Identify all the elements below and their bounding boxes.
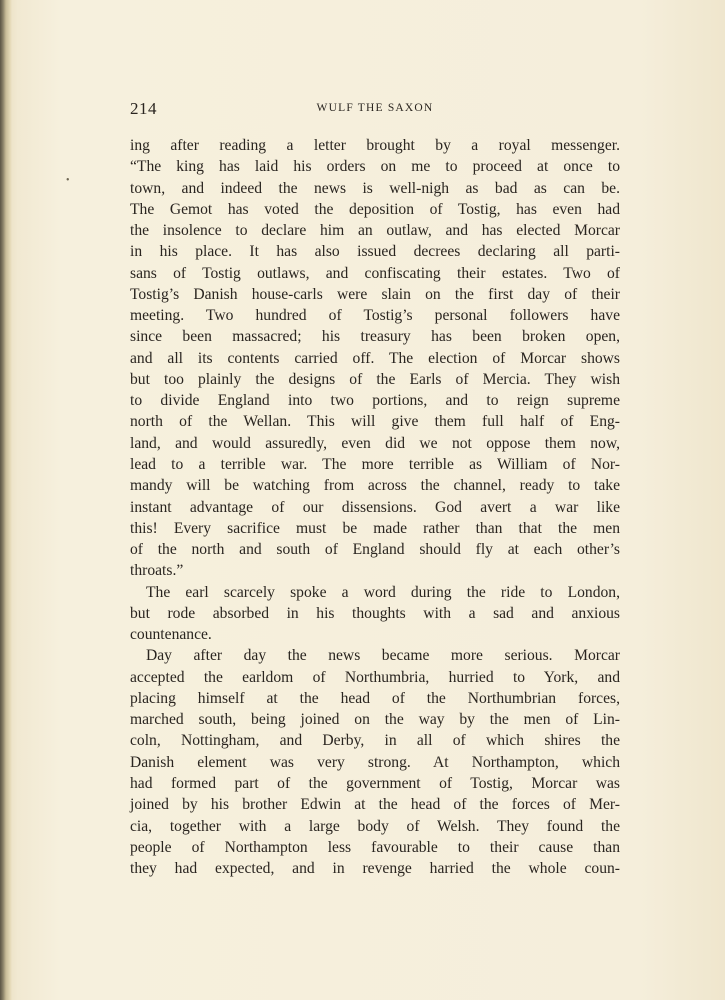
text-line: town, and indeed the news is well-nigh as bad as can be. <box>130 179 620 197</box>
page-binding-edge <box>0 0 12 1000</box>
text-line: cia, together with a large body of Welsh. They found the <box>130 817 620 835</box>
running-head: WULF THE SAXON <box>316 102 434 114</box>
text-line: and all its contents carried off. The election of Morcar shows <box>130 349 620 367</box>
text-line: instant advantage of our dissensions. God avert a war like <box>130 498 620 516</box>
text-line: since been massacred; his treasury has been broken open, <box>130 328 620 346</box>
text-line: Tostig’s Danish house-carls were slain on the first day of their <box>130 285 620 303</box>
text-line: throats.” <box>130 562 184 580</box>
text-line: The Gemot has voted the deposition of Tostig, has even had <box>130 200 620 218</box>
text-line: ing after reading a letter brought by a royal messenger. <box>130 137 620 154</box>
text-line: The earl scarcely spoke a word during the ride to London, <box>146 583 620 601</box>
text-line: they had expected, and in revenge harried the whole coun- <box>130 860 620 878</box>
text-line: of the north and south of England should fly at each other’s <box>130 541 620 559</box>
text-line: but rode absorbed in his thoughts with a sad and anxious <box>130 604 620 622</box>
text-line: lead to a terrible war. The more terrible as William of Nor- <box>130 455 620 473</box>
margin-mark: • <box>66 175 70 186</box>
text-line: in his place. It has also issued decrees declaring all parti- <box>130 243 620 261</box>
text-line: joined by his brother Edwin at the head of the forces of Mer- <box>130 796 620 814</box>
text-line: Danish element was very strong. At Northampton, which <box>130 753 620 771</box>
text-line: sans of Tostig outlaws, and confiscating their estates. Two of <box>130 264 620 282</box>
text-line: north of the Wellan. This will give them full half of Eng- <box>130 413 620 431</box>
page-header <box>130 99 620 121</box>
text-line: countenance. <box>130 626 212 644</box>
text-line: to divide England into two portions, and to reign supreme <box>130 392 620 410</box>
text-line: Day after day the news became more serious. Morcar <box>146 647 620 665</box>
text-line: this! Every sacrifice must be made rather than that the men <box>130 519 620 537</box>
text-line: “The king has laid his orders on me to proceed at once to <box>130 158 620 176</box>
text-line: coln, Nottingham, and Derby, in all of which shires the <box>130 732 620 750</box>
page-number: 214 <box>130 99 157 118</box>
text-line: the insolence to declare him an outlaw, and has elected Morcar <box>130 222 620 240</box>
text-line: meeting. Two hundred of Tostig’s personal followers have <box>130 307 620 325</box>
text-line: people of Northampton less favourable to their cause than <box>130 838 620 856</box>
text-line: had formed part of the government of Tostig, Morcar was <box>130 774 620 792</box>
text-line: marched south, being joined on the way by the men of Lin- <box>130 711 620 729</box>
text-line: accepted the earldom of Northumbria, hurried to York, and <box>130 668 620 686</box>
text-line: land, and would assuredly, even did we not oppose them now, <box>130 434 620 452</box>
text-line: mandy will be watching from across the channel, ready to take <box>130 477 620 495</box>
body-text <box>130 135 620 879</box>
text-line: but too plainly the designs of the Earls of Mercia. They wish <box>130 370 620 388</box>
text-line: placing himself at the head of the Northumbrian forces, <box>130 689 620 707</box>
